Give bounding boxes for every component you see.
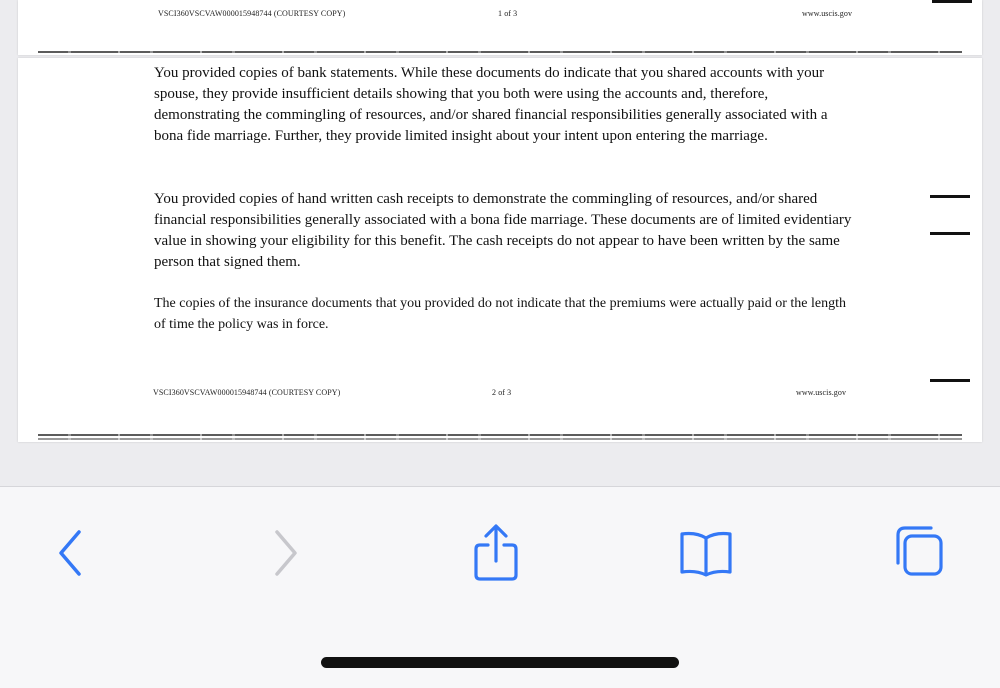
scan-rule (38, 51, 962, 53)
margin-mark (930, 195, 970, 198)
home-indicator (321, 657, 679, 668)
paragraph-cash-receipts: You provided copies of hand written cash receipts to demonstrate the commingling of resources, and/or shared financial responsibilities generally associated with a bona fide marriage. These documents are of limited evidentiary value in showing your eligibility for this benefit. The cash receipts do not appear to have been written by the same person that signed them. (154, 191, 852, 270)
paragraph-bank-statements: You provided copies of bank statements. While these documents do indicate that you shared accounts with your spouse, they provide insufficient details showing that you both were using the accounts and, therefore, demonstrating the commingling of resources, and/or shared financial responsibilities generally associated with a bona fide marriage. Further, they provide limited insight about your intent upon entering the marriage. (154, 65, 828, 144)
page-footer-url: www.uscis.gov (796, 388, 847, 397)
page-footer-number: 2 of 3 (492, 388, 512, 397)
share-button[interactable] (461, 525, 531, 581)
scan-rule (38, 434, 962, 436)
browser-toolbar (0, 486, 1000, 688)
tabs-icon (888, 523, 948, 583)
page-footer-url: www.uscis.gov (802, 9, 853, 18)
bookmarks-button[interactable] (671, 525, 741, 581)
margin-mark (930, 232, 970, 235)
margin-mark (932, 0, 972, 3)
book-icon (676, 528, 736, 578)
share-icon (471, 523, 521, 583)
forward-button[interactable] (248, 525, 318, 581)
tabs-button[interactable] (883, 525, 953, 581)
document-page-2 (18, 58, 982, 442)
chevron-left-icon (53, 528, 93, 578)
page-footer-number: 1 of 3 (498, 9, 518, 18)
paragraph-insurance: The copies of the insurance documents that you provided do not indicate that the premiums were actually paid or the length of time the policy was in force. (154, 296, 847, 332)
margin-mark (930, 379, 970, 382)
page-footer-left: VSCI360VSCVAW000015948744 (COURTESY COPY) (153, 388, 341, 397)
back-button[interactable] (38, 525, 108, 581)
page-footer-left: VSCI360VSCVAW000015948744 (COURTESY COPY) (158, 9, 346, 18)
scan-rule (38, 438, 962, 440)
chevron-right-icon (263, 528, 303, 578)
document-page-1 (18, 0, 982, 55)
